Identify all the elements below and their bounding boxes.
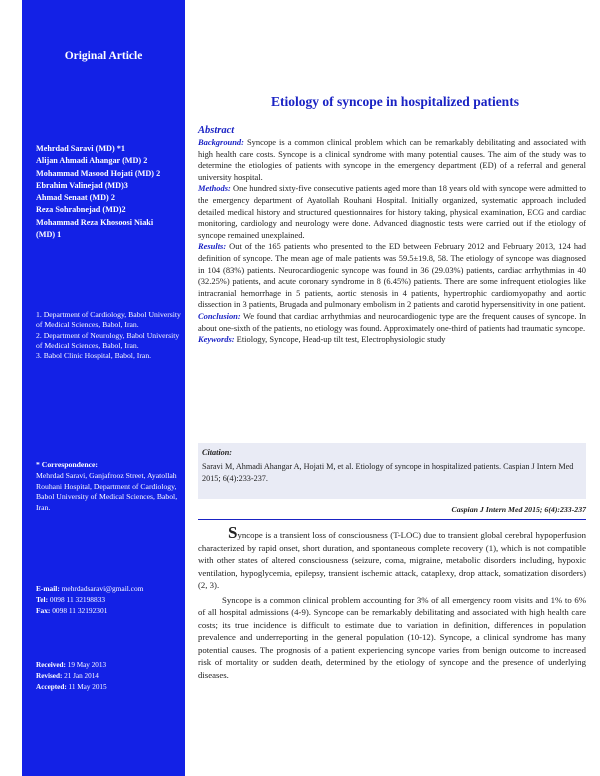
revised-date: 21 Jan 2014 [64, 672, 99, 680]
body-paragraph-1 [198, 523, 586, 592]
citation-box [198, 443, 586, 499]
conclusion-text: We found that cardiac arrhythmias and neurocardiogenic type are the frequent causes of syncope. In about one-sixth of the patients, no etiology was found. Approximately one-third of patients had traumatic syncope. [198, 310, 586, 333]
affiliations [36, 310, 181, 361]
received-date: 19 May 2013 [67, 661, 107, 669]
correspondence [36, 460, 181, 514]
author-list [36, 143, 186, 241]
keywords-label: Keywords: [198, 334, 235, 345]
article-type: Original Article [64, 50, 143, 62]
results-label: Results: [198, 241, 227, 252]
email-link[interactable]: mehrdadsaravi@gmail.com [61, 584, 144, 593]
results-text: Out of the 165 patients who presented to the ED between February 2012 and February 2013, 124 had definition of syncope. The mean age of male patients was 59.5±19.8, 58. The etiology of syncope was diagnosed in 104 (83%) patients. Neurocardiogenic syncope was found in 36 (29.03%) patients, cardiac arrhythmias in 40 (32.25%) patients, and acute coronary syndrome in 8 (6.45%) patients. There are some infrequent etiologies like intracranial hemorrhage in 5 patients, aortic stenosis in 4 patients, hypertrophic cardiomyopathy and aortic dissection in 3 patients, Brugada and pulmonary embolism in 2 patients and carotid hypersensitivity in one patient. [198, 241, 587, 310]
journal-reference: Caspian J Intern Med 2015; 6(4):233-237 [451, 505, 586, 514]
methods-label: Methods: [198, 183, 231, 194]
abstract-keywords [198, 334, 586, 346]
correspondence-address: Mehrdad Saravi, Ganjafrooz Street, Ayatollah Rouhani Hospital, Department of Cardiology, Babol University of Medical Sciences, Babol, Iran. [36, 470, 178, 513]
affiliation-item: 3. Babol Clinic Hospital, Babol, Iran. [36, 351, 152, 361]
section-divider [198, 519, 586, 520]
citation-text: Saravi M, Ahmadi Ahangar A, Hojati M, et al. Etiology of syncope in hospitalized patients. Caspian J Intern Med 2015; 6(4):233-237. [202, 462, 574, 483]
tel-value: 0098 11 32198833 [49, 595, 106, 604]
background-text: Syncope is a common clinical problem which can be remarkably debilitating and associated with high health care costs. Syncope is a clinical syndrome with many potential causes. The aim of the study was to determine the etiologies of patients with syncope in the emergency department (ED) of a referral and general university hospital. [198, 137, 587, 182]
fax-label: Fax: [36, 606, 51, 615]
keywords-text: Etiology, Syncope, Head-up tilt test, Electrophysiologic study [236, 334, 446, 345]
drop-cap: S [228, 523, 238, 542]
author-item: Mohammad Reza Khosoosi Niaki [36, 217, 154, 227]
correspondence-heading: * Correspondence: [36, 460, 98, 469]
author-item: (MD) 1 [36, 230, 62, 240]
accepted-date: 11 May 2015 [68, 683, 107, 691]
revised-label: Revised: [36, 672, 63, 680]
abstract-background [198, 137, 586, 183]
email-label: E-mail: [36, 584, 60, 593]
abstract-conclusion [198, 311, 586, 334]
sidebar [22, 0, 185, 776]
abstract [198, 124, 586, 346]
body-paragraph-2: Syncope is a common clinical problem accounting for 3% of all emergency room visits and 1% to 6% of all hospital admissions (4-9). Syncope can be remarkably debilitating and associated with high health care costs; its true incidence is difficult to estimate due to variation in definition, differences in population prevalence and underreporting in the general population (10-12). Syncope, a clinical syndrome has many potential causes. The prognosis of a patient experiencing syncope varies from benign outcome to increased risk of mortality or sudden death, determined by the etiology of syncope and the presence of underlying diseases. [198, 594, 586, 680]
abstract-methods [198, 183, 586, 241]
author-item: Mehrdad Saravi (MD) *1 [36, 144, 125, 153]
author-item: Mohammad Masood Hojati (MD) 2 [36, 168, 161, 178]
author-item: Reza Sohrabnejad (MD)2 [36, 205, 126, 215]
fax-value: 0098 11 32192301 [52, 606, 108, 615]
background-label: Background: [198, 137, 244, 147]
abstract-results [198, 241, 586, 311]
paragraph-1-text: yncope is a transient loss of consciousness (T-LOC) due to transient global cerebral hypoperfusion characterized by rapid onset, short duration, and spontaneous complete recovery (1), which is not compatible with other states of altered consciousness (seizure, coma, migraine, metabolic disorders including, hypoxic ventilation, hypoglycemia, epilepsy, transient ischemic attack, cataplexy, drop attack, somatization disorders) (2, 3). [198, 530, 586, 590]
accepted-label: Accepted: [36, 683, 67, 691]
affiliation-item: 1. Department of Cardiology, Babol University of Medical Sciences, Babol, Iran. [36, 310, 181, 330]
author-item: Alijan Ahmadi Ahangar (MD) 2 [36, 156, 148, 166]
citation-heading: Citation: [202, 448, 233, 457]
received-label: Received: [36, 661, 66, 669]
affiliation-item: 2. Department of Neurology, Babol University of Medical Sciences, Babol, Iran. [36, 330, 180, 350]
contact-info [36, 583, 186, 616]
article-body [198, 523, 586, 683]
tel-label: Tel: [36, 595, 49, 604]
abstract-heading: Abstract [198, 125, 235, 136]
methods-text: One hundred sixty-five consecutive patients aged more than 18 years old with syncope were admitted to the emergency department of Ayatollah Rouhani Hospital. Initially organized, systematic approach included detailed medical history and structured questionnaires for history taking, physical examination, ECG and cardiac monitoring, cardiology and neurology were done. Advanced diagnostic tests were carried out if the etiology of syncope remained unexplained. [198, 183, 586, 240]
author-item: Ebrahim Valinejad (MD)3 [36, 180, 128, 190]
article-dates [36, 660, 186, 693]
article-title: Etiology of syncope in hospitalized patients [271, 94, 519, 109]
conclusion-label: Conclusion: [198, 310, 241, 321]
author-item: Ahmad Senaat (MD) 2 [36, 193, 115, 203]
